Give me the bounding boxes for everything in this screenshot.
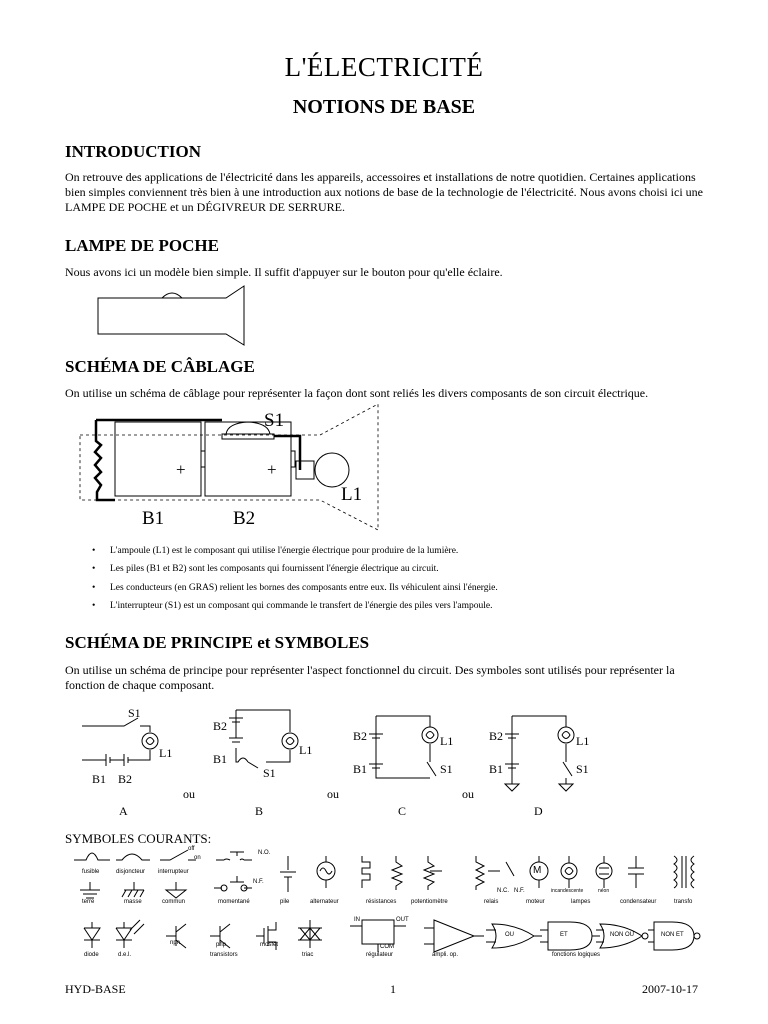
component-bullet-list <box>92 545 652 618</box>
diagram-a-b2: B2 <box>118 772 133 786</box>
caption-transistors: transistors <box>210 952 238 958</box>
caption-resistances: résistances <box>366 899 397 905</box>
diagram-d-l1: L1 <box>576 734 590 748</box>
diagram-b-l1: L1 <box>299 743 313 757</box>
pushbutton-icon <box>216 852 252 860</box>
cablage-text: On utilise un schéma de câblage pour représenter la façon dont sont reliés les divers composants de son circuit électrique. <box>65 386 649 400</box>
lampe-heading: LAMPE DE POCHE <box>65 236 219 255</box>
mini-off: off <box>188 846 195 852</box>
diode-icon <box>84 922 100 948</box>
diagram-a-l1: L1 <box>159 746 173 760</box>
ou-1: ou <box>183 787 195 801</box>
caption-terre: terre <box>82 899 95 905</box>
wiring-label-s1: S1 <box>264 410 285 431</box>
diagram-c-caption: C <box>398 804 407 818</box>
diagram-c-s1: S1 <box>440 762 453 776</box>
diagram-c-l1: L1 <box>440 734 454 748</box>
diagram-d-s1: S1 <box>576 762 589 776</box>
ground-icon <box>80 882 100 898</box>
mini-nonou-gate: NON OU <box>610 932 634 938</box>
caption-alternateur: alternateur <box>310 899 339 905</box>
intro-heading: INTRODUCTION <box>65 142 202 161</box>
battery-plus-b1: + <box>176 460 186 479</box>
resistor-icon <box>362 856 402 890</box>
page-title: L'ÉLECTRICITÉ <box>284 52 484 82</box>
caption-masse: masse <box>124 899 142 905</box>
breaker-icon <box>116 854 150 860</box>
caption-ampli: ampli. op. <box>432 952 459 958</box>
cell-icon <box>280 856 296 892</box>
caption-potentiometre: potentiomètre <box>411 899 448 905</box>
caption-diode: diode <box>84 952 99 958</box>
footer-page-number: 1 <box>390 982 396 996</box>
caption-condensateur: condensateur <box>620 899 657 905</box>
and-gate-icon <box>540 922 600 950</box>
led-icon <box>116 920 144 948</box>
battery-plus-b2: + <box>267 460 277 479</box>
ou-3: ou <box>462 787 474 801</box>
diagram-c-b2: B2 <box>353 729 368 743</box>
caption-moteur: moteur <box>526 899 545 905</box>
wiring-label-b1: B1 <box>142 508 165 529</box>
mini-pnp: pnp <box>216 942 227 948</box>
footer-left: HYD-BASE <box>65 982 126 996</box>
diagram-a-caption: A <box>119 804 128 818</box>
caption-transfo: transfo <box>674 899 693 905</box>
diagram-b-b2: B2 <box>213 719 228 733</box>
motor-letter: M <box>533 865 542 876</box>
footer-date: 2007-10-17 <box>642 982 698 996</box>
diagram-c-b1: B1 <box>353 762 368 776</box>
ou-2: ou <box>327 787 339 801</box>
caption-regulateur: régulateur <box>366 952 394 958</box>
bullet-interrupteur: • L'interrupteur (S1) est un composant qui commande le transfert de l'énergie des piles vers l'ampoule. <box>92 600 652 618</box>
diagram-b-s1: S1 <box>263 766 276 780</box>
caption-triac: triac <box>302 952 314 958</box>
triac-icon <box>298 920 322 948</box>
mini-nf: N.F. <box>253 879 264 885</box>
mini-ou-gate: OU <box>505 932 514 938</box>
diagram-b-b1: B1 <box>213 752 228 766</box>
mini-on: on <box>194 855 201 861</box>
bullet-ampoule: • L'ampoule (L1) est le composant qui utilise l'énergie électrique pour produire de la lumière. <box>92 545 652 563</box>
chassis-icon <box>122 882 144 897</box>
diagram-b-caption: B <box>255 804 264 818</box>
mini-incand: incandescente <box>551 888 584 894</box>
principe-heading: SCHÉMA DE PRINCIPE et SYMBOLES <box>65 633 370 652</box>
diagram-d-b2: B2 <box>489 729 504 743</box>
mini-neon: néon <box>598 888 610 894</box>
or-gate-icon <box>486 924 542 948</box>
mini-et-gate: ET <box>560 932 568 938</box>
mini-out: OUT <box>396 917 409 923</box>
mini-com: COM <box>380 944 394 950</box>
caption-pile: pile <box>280 899 290 905</box>
transformer-icon <box>674 856 694 888</box>
diagram-a-b1: B1 <box>92 772 107 786</box>
principe-text: On utilise un schéma de principe pour représenter l'aspect fonctionnel du circuit. Des symboles sont utilisés pour représenter la fonction de chaque composant. <box>65 663 675 692</box>
diagram-d-caption: D <box>534 804 543 818</box>
bullet-conducteurs: • Les conducteurs (en GRAS) relient les bornes des composants entre eux. Ils véhiculent ainsi l'énergie. <box>92 582 652 600</box>
diagram-d-b1: B1 <box>489 762 504 776</box>
lampe-text: Nous avons ici un modèle bien simple. Il suffit d'appuyer sur le bouton pour qu'elle éclaire. <box>65 265 503 279</box>
regulator-icon <box>362 920 394 944</box>
mini-nonet-gate: NON ET <box>661 932 684 938</box>
mini-nc: N.C. <box>497 888 509 894</box>
caption-commun: commun <box>162 899 186 905</box>
common-icon <box>166 882 186 898</box>
wiring-label-b2: B2 <box>233 508 256 529</box>
intro-text: On retrouve des applications de l'électricité dans les appareils, accessoires et installations de notre quotidien. Certaines applications bien simples conviennent très bien à une introduction aux notions de base de la technologie de l'électricité. Nous avons choisi ici une LAMPE DE POCHE et un DÉGIVREUR DE SERRURE. <box>65 170 703 214</box>
bullet-piles: • Les piles (B1 et B2) sont les composants qui fournissent l'énergie électrique au circuit. <box>92 563 652 581</box>
caption-interrupteur: interrupteur <box>158 869 189 875</box>
mini-mosfet: mosfet <box>260 942 279 948</box>
potentiometer-icon <box>424 856 442 890</box>
mini-nf-relay: N.F. <box>514 888 525 894</box>
caption-relais: relais <box>484 899 499 905</box>
caption-lampes: lampes <box>571 899 591 905</box>
alternator-icon <box>317 862 335 880</box>
mini-npn: npn <box>170 940 181 946</box>
relay-icon <box>476 856 514 890</box>
fuse-icon <box>74 853 110 860</box>
page-subtitle: NOTIONS DE BASE <box>292 96 476 118</box>
wiring-label-l1: L1 <box>341 484 363 505</box>
caption-momentane: momentané <box>218 899 250 905</box>
symbols-heading: SYMBOLES COURANTS: <box>65 831 212 846</box>
capacitor-icon <box>628 856 644 888</box>
mini-no: N.O. <box>258 850 271 856</box>
caption-fonctions-logiques: fonctions logiques <box>552 952 601 958</box>
caption-fusible: fusible <box>82 869 100 875</box>
caption-del: d.e.l. <box>118 952 132 958</box>
lamp-icon <box>561 863 577 879</box>
mini-in: IN <box>354 917 360 923</box>
opamp-icon <box>424 920 484 952</box>
cablage-heading: SCHÉMA DE CÂBLAGE <box>65 357 255 376</box>
diagram-a-s1: S1 <box>128 706 141 720</box>
caption-disjoncteur: disjoncteur <box>116 869 146 875</box>
neon-lamp-icon <box>596 863 612 879</box>
